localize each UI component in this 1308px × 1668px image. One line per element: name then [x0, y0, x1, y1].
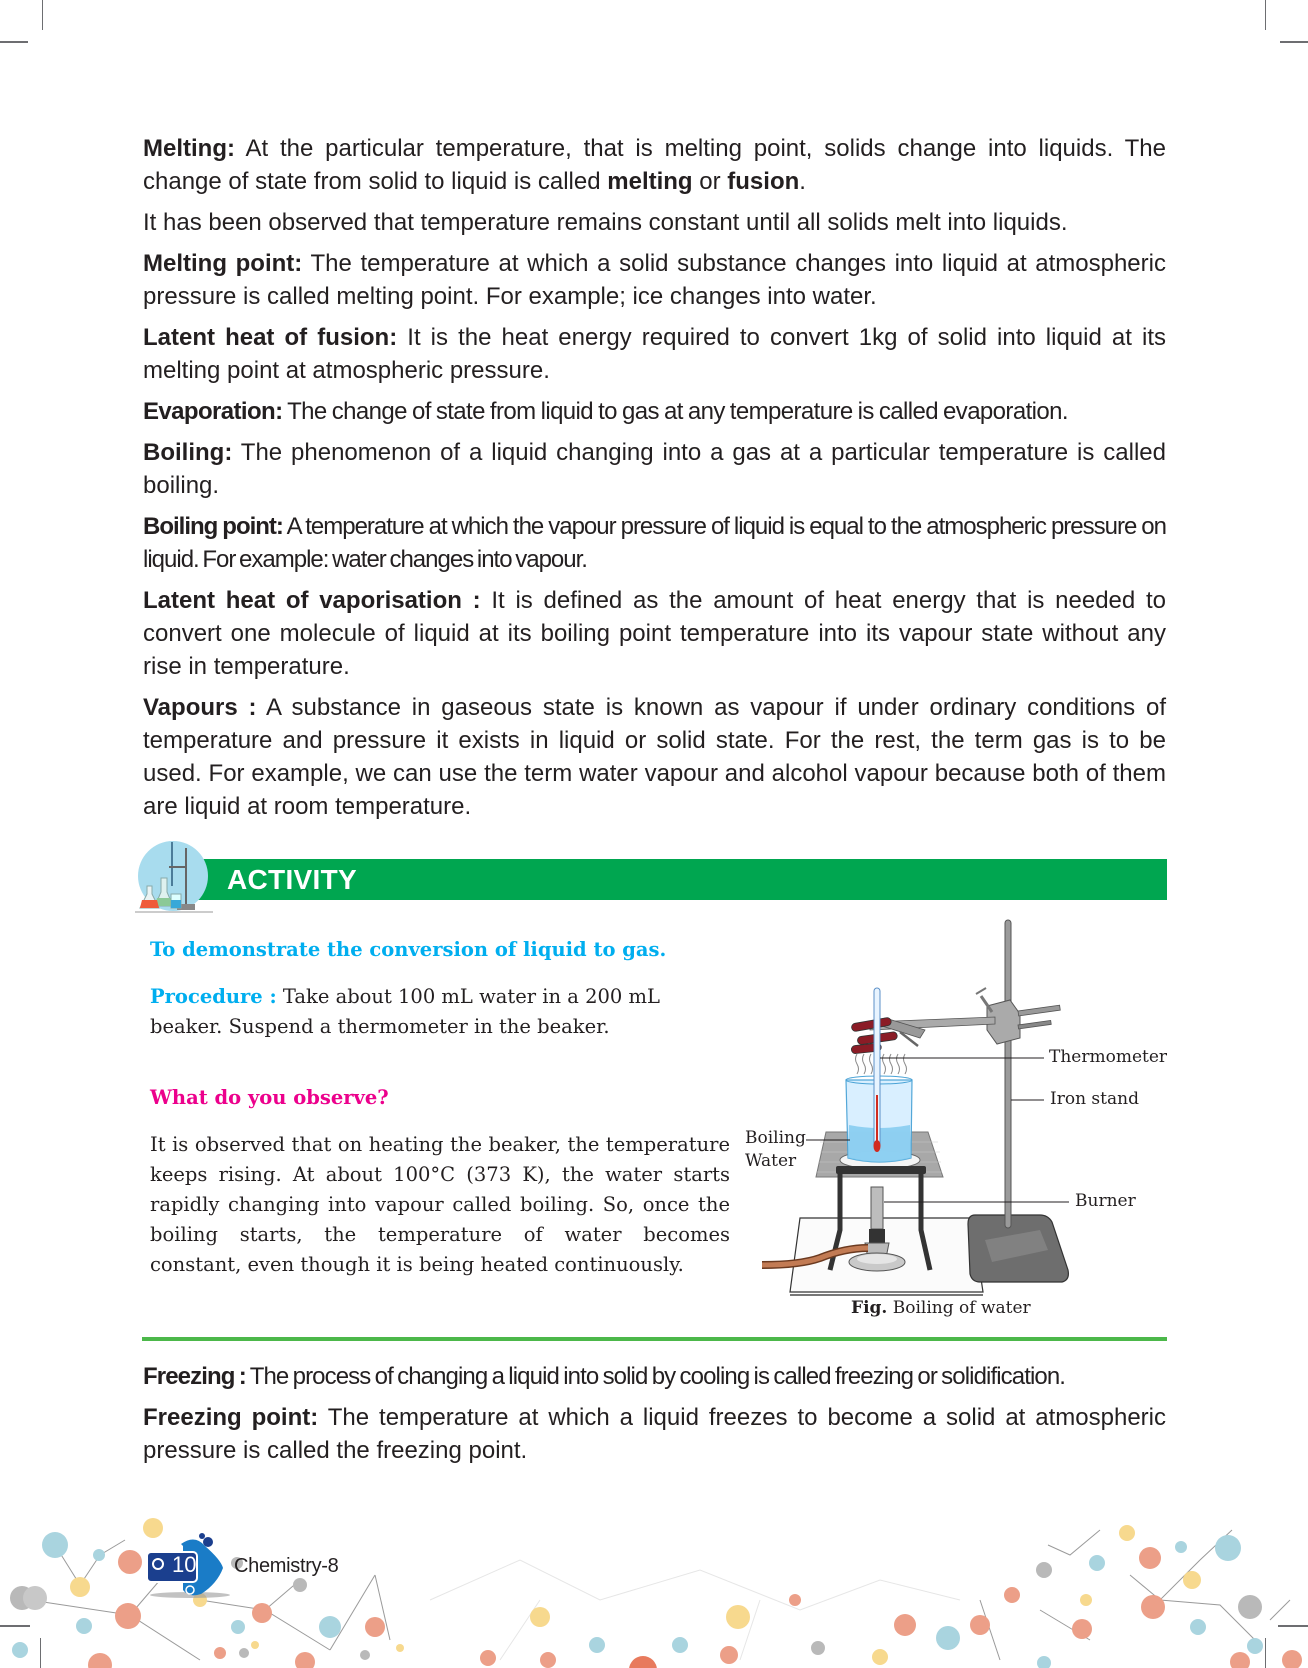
lab-apparatus-icon — [133, 840, 215, 914]
definition-melting-point — [143, 247, 1166, 313]
term: Boiling: — [143, 439, 233, 466]
question-text: What do you observe? — [150, 1086, 389, 1109]
caption-prefix: Fig. — [851, 1298, 888, 1318]
definition-evaporation — [143, 395, 1166, 428]
definition-boiling-point — [143, 510, 1166, 576]
definitions-section — [143, 132, 1166, 831]
label-thermometer: Thermometer — [1049, 1047, 1168, 1067]
term: Latent heat of fusion: — [143, 324, 398, 351]
term: Evaporation: — [143, 398, 283, 425]
caption-text: Boiling of water — [887, 1298, 1031, 1318]
definition-boiling — [143, 436, 1166, 502]
activity-aim — [150, 935, 730, 965]
activity-title: ACTIVITY — [227, 864, 357, 895]
observation-text: It is observed that on heating the beaker, the temperature keeps rising. At about 100°C (373 K), the water starts rapidly changing into vapour called boiling. So, once the boiling starts, the temperature of water becomes constant, even though it is being heated continuously. — [150, 1133, 730, 1276]
label-burner: Burner — [1075, 1191, 1136, 1211]
activity-observation — [150, 1130, 730, 1280]
crop-mark — [42, 0, 43, 30]
definition-latent-heat-fusion — [143, 321, 1166, 387]
definition-text: The change of state from liquid to gas at any temperature is called evaporation. — [282, 398, 1068, 425]
definition-text: . — [799, 168, 806, 195]
boiling-water-diagram — [740, 905, 1180, 1325]
term: Latent heat of vaporisation : — [143, 587, 481, 614]
label-boiling-water-line1: Boiling — [745, 1128, 806, 1148]
definition-text: The temperature at which a solid substance changes into liquid at atmospheric pressure is called melting point. For example; ice changes into water. — [143, 250, 1166, 310]
bold-term: melting — [607, 168, 693, 195]
label-iron-stand: Iron stand — [1050, 1089, 1139, 1109]
label-boiling-water-line2: Water — [745, 1151, 797, 1171]
crop-mark — [0, 41, 28, 43]
term: Boiling point: — [143, 513, 283, 540]
book-title: Chemistry-8 — [234, 1555, 339, 1577]
activity-procedure — [150, 982, 735, 1042]
procedure-text: Take about 100 mL water in a 200 mL beaker. Suspend a thermometer in the beaker. — [150, 985, 660, 1038]
figure-caption — [851, 1298, 1031, 1318]
crop-mark — [1265, 0, 1266, 30]
definition-latent-heat-vaporisation — [143, 584, 1166, 683]
bold-term: fusion — [727, 168, 800, 195]
term: Freezing : — [143, 1363, 246, 1390]
definition-freezing-point — [143, 1401, 1166, 1467]
definition-text: The phenomenon of a liquid changing into a gas at a particular temperature is called boiling. — [143, 439, 1166, 499]
freezing-section — [143, 1360, 1166, 1475]
procedure-label: Procedure : — [150, 985, 277, 1008]
definition-text: or — [692, 168, 728, 195]
term: Freezing point: — [143, 1404, 319, 1431]
definition-text: A temperature at which the vapour pressure of liquid is equal to the atmospheric pressure on liquid. For example: water changes into vapour. — [143, 513, 1166, 573]
term: Melting: — [143, 135, 235, 162]
page-number: 10 — [172, 1552, 197, 1577]
definition-text: At the particular temperature, that is melting point, solids change into liquids. The change of state from solid to liquid is called — [143, 135, 1166, 195]
activity-question — [150, 1083, 730, 1113]
definition-freezing — [143, 1360, 1166, 1393]
definition-text: The process of changing a liquid into solid by cooling is called freezing or solidification. — [245, 1363, 1066, 1390]
definition-text: It has been observed that temperature remains constant until all solids melt into liquids. — [143, 209, 1068, 236]
definition-text: It is defined as the amount of heat energy that is needed to convert one molecule of liquid at its boiling point temperature into its vapour state without any rise in temperature. — [143, 587, 1166, 680]
definition-text: A substance in gaseous state is known as vapour if under ordinary conditions of temperature and pressure it exists in liquid or solid state. For the rest, the term gas is to be used. For example, we can use the term water vapour and alcohol vapour because both of them are liquid at room temperature. — [143, 694, 1167, 820]
definition-text: It is the heat energy required to convert 1kg of solid into liquid at its melting point at atmospheric pressure. — [143, 324, 1166, 384]
activity-end-divider — [142, 1337, 1167, 1341]
definition-melting — [143, 132, 1166, 198]
term: Vapours : — [143, 694, 257, 721]
definition-text: The temperature at which a liquid freezes to become a solid at atmospheric pressure is called the freezing point. — [143, 1404, 1167, 1464]
observation-note — [143, 206, 1166, 239]
crop-mark — [1280, 41, 1308, 43]
definition-vapours — [143, 691, 1166, 823]
aim-text: To demonstrate the conversion of liquid to gas. — [150, 938, 667, 961]
term: Melting point: — [143, 250, 303, 277]
